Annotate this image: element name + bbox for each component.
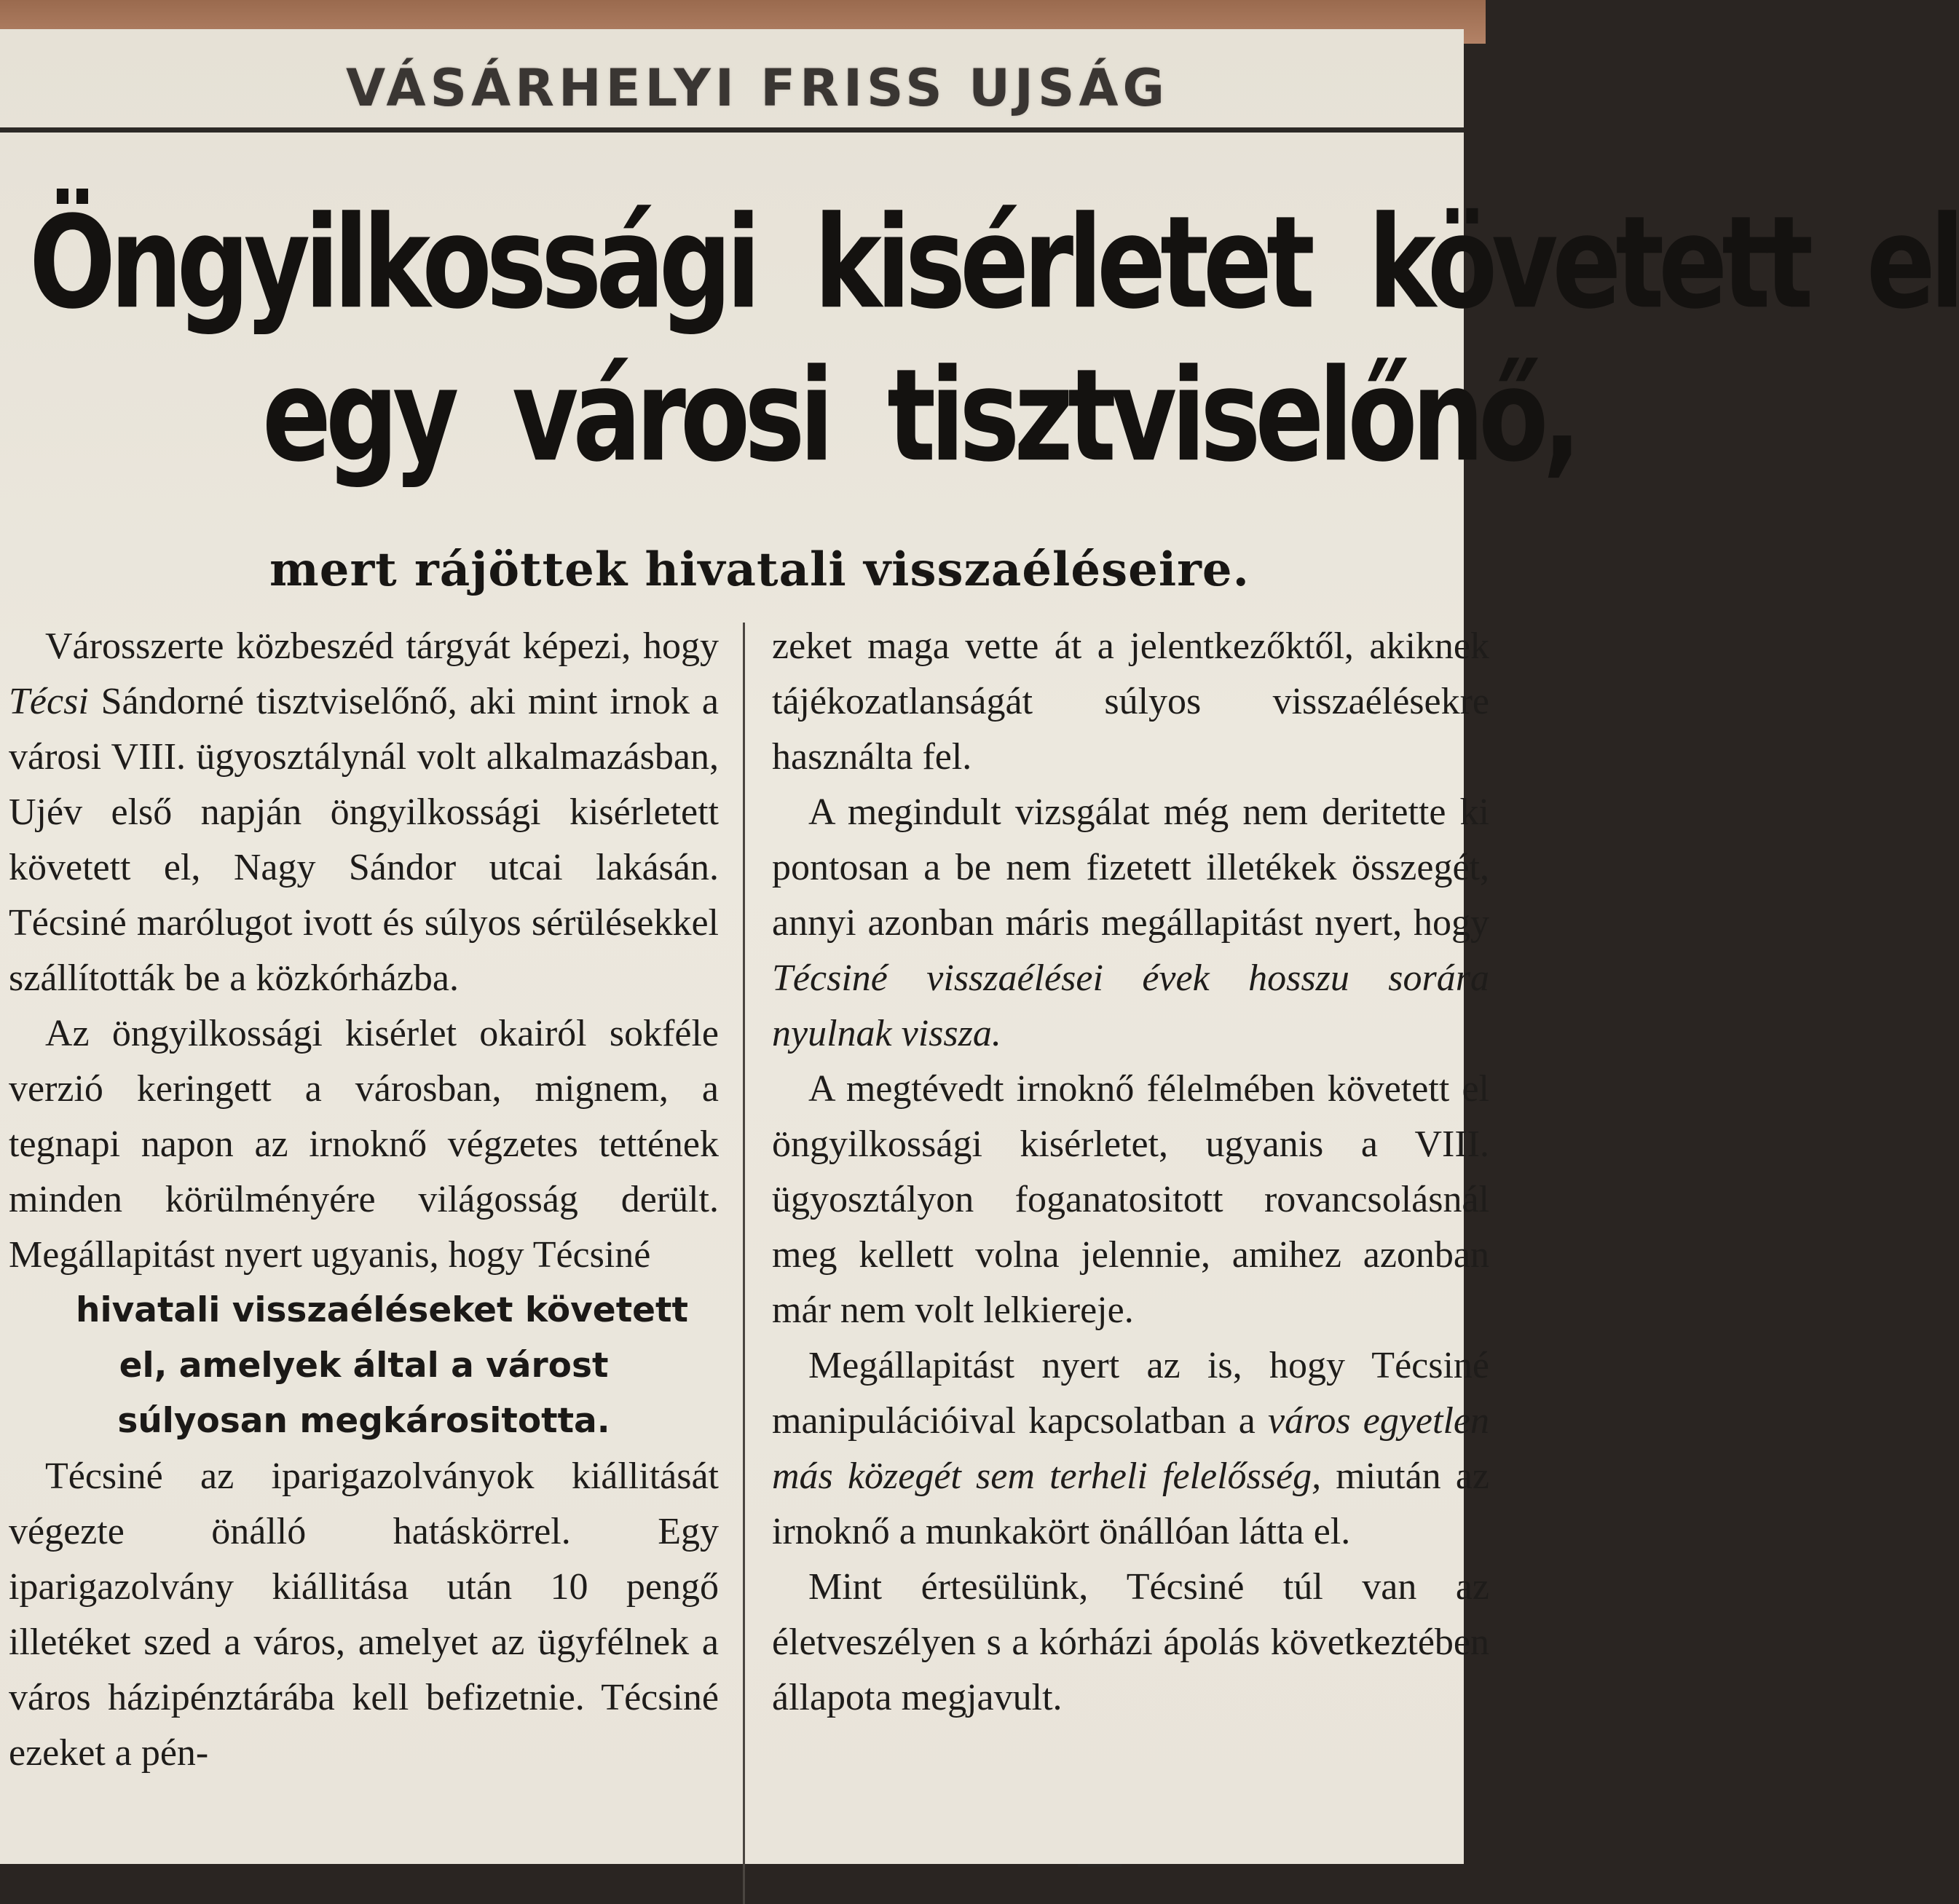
article-end-dash <box>1078 1864 1122 1867</box>
subheadline: mert rájöttek hivatali visszaéléseire. <box>269 542 1250 597</box>
paragraph-1-rest: Sándorné tisztviselőnő, aki mint irnok a városi VIII. ügyosztálynál volt alkalmazásban, Ujév első napján öngyilkossági kisérletett követett el, Nagy Sándor utcai lakásán. Técsiné marólugot ivott és súlyos sérülésekkel szállították be a közkórházba. <box>9 681 719 999</box>
paragraph-1-text: Városszerte közbeszéd tárgyát képezi, hogy <box>45 625 719 667</box>
paragraph-3: Técsiné az iparigazolványok kiállitását végezte önálló hatáskörrel. Egy iparigazolvány kiállitása után 10 pengő illetéket szed a város, amelyet az ügyfélnek a város házipénztárába kell befizetnie. Técsiné ezeket a pén- <box>9 1455 719 1774</box>
paragraph-1 <box>9 619 719 1006</box>
headline-line-1: Öngyilkossági kisérletet követett el <box>29 189 1959 338</box>
left-column <box>9 619 719 1781</box>
pull-quote: hivatali visszaéléseket követett el, amelyek által a várost súlyosan megkárositotta. <box>76 1290 688 1441</box>
paragraph-5: A megtévedt irnoknő félelmében követett el öngyilkossági kisérletet, ugyanis a VIII. ügyosztályon foganatositott rovancsolásnál meg kellett volna jelennie, amihez azonban már nem volt lelkiereje. <box>772 1068 1489 1331</box>
masthead-rule <box>0 127 1464 133</box>
paragraph-6-rest: miután az irnoknő a munkakört önállóan látta el. <box>772 1455 1489 1552</box>
right-column <box>772 619 1489 1726</box>
paragraph-7: Mint értesülünk, Técsiné túl van az életveszélyen s a kórházi ápolás következtében állapota megjavult. <box>772 1566 1489 1718</box>
paragraph-4 <box>772 785 1489 1062</box>
column-divider <box>743 623 745 1904</box>
paragraph-2: Az öngyilkossági kisérlet okairól sokféle verzió keringett a városban, mignem, a tegnapi napon az irnoknő végzetes tettének minden körülményére világosság derült. Megállapitást nyert ugyanis, hogy Técsiné <box>9 1013 719 1276</box>
paragraph-4-italic: Técsiné visszaélései évek hosszu sorára nyulnak vissza. <box>772 957 1489 1054</box>
headline-line-2: egy városi tisztviselőnő, <box>262 342 1576 491</box>
paragraph-6-italic: város egyetlen más közegét sem terheli felelősség, <box>772 1400 1489 1497</box>
name-emphasis: Técsi <box>9 681 89 722</box>
masthead: VÁSÁRHELYI FRISS UJSÁG <box>345 58 1170 118</box>
paragraph-4-text: A megindult vizsgálat még nem deritette ki pontosan a be nem fizetett illetékek összegét, annyi azonban máris megállapitást nyert, hogy <box>772 791 1489 944</box>
paragraph-6 <box>772 1338 1489 1560</box>
paragraph-continued: zeket maga vette át a jelentkezőktől, akiknek tájékozatlanságát súlyos visszaélésekre használta fel. <box>772 625 1489 778</box>
paragraph-6-text: Megállapitást nyert az is, hogy Técsiné manipulációival kapcsolatban a <box>772 1345 1489 1442</box>
newspaper-page <box>0 29 1959 1864</box>
